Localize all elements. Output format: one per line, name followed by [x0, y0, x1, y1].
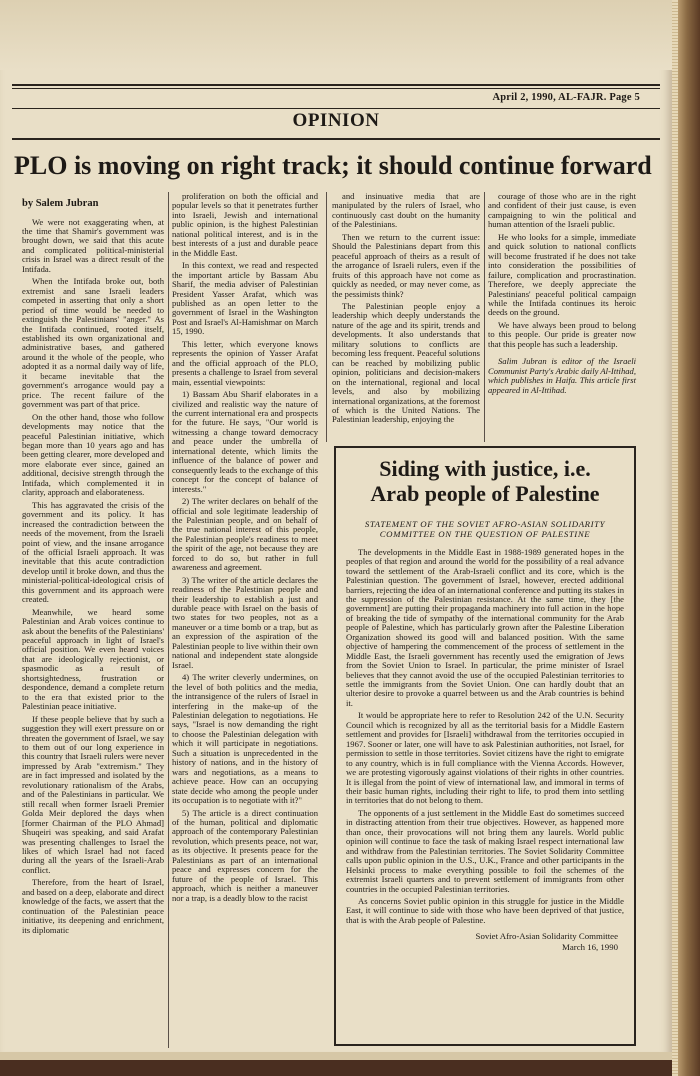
page-edges [672, 0, 678, 1076]
column-rule [168, 192, 169, 1048]
sidebar-title [346, 456, 624, 507]
sidebar-title-line-2: Arab people of Palestine [370, 481, 600, 507]
paragraph: When the Intifada broke out, both extremist and sane Israeli leaders competed in asserting that only a short period of time would be needed to extinguish the Palestinians' "anger." As the Intifada continued, rooted itself, established its own organizational and administrative bases, and gathered around it the whole of the people, who adopted it as a normal daily way of life, it became inevitable that the government's arrogance would pay a price. The recent failure of the government was part of that price. [22, 276, 164, 410]
paragraph: 4) The writer cleverly undermines, on the level of both politics and the media, the intransigence of the rulers of Israel in interfering in the make-up of the Palestinian delegation to negotiations. He says, "Israel is now demanding the right to choose the Palestinian delegation with which it will participate in negotiations. Such a situation is unprecedented in the history of nations, and in the history of wars and negotiations, as a means to achieve peace. How can an occupying state decide who among the people under its occupation is to negotiate with it?" [172, 672, 318, 806]
paragraph: This letter, which everyone knows represents the opinion of Yasser Arafat and the official approach of the PLO, presents a challenge to Israel from several main, essential viewpoints: [172, 338, 318, 387]
author-note-text: Salim Jubran is editor of the Israeli Communist Party's Arabic daily Al-Ittihad, which publishes in Haifa. This article first appeared in Al-Ittihad. [488, 356, 636, 395]
section-rule-bottom [12, 138, 660, 140]
paragraph: We were not exaggerating when, at the time that Shamir's government was brought down, we said that this acute and complicated political-ministerial crisis in Israel was a direct result of the Intifada. [22, 216, 164, 274]
section-rule-top [12, 108, 660, 109]
column-rule [484, 192, 485, 442]
article-column-2 [172, 192, 318, 906]
paragraph: and insinuative media that are manipulated by the rulers of Israel, who continuously cast doubt on the humanity of the Palestinians. [332, 191, 480, 230]
page-discoloration [0, 0, 672, 70]
paragraph: We have always been proud to belong to this people. Our pride is greater now that this people has such a leadership. [488, 319, 636, 349]
paragraph: In this context, we read and respected the important article by Bassam Abu Sharif, the media adviser of Palestinian President Yasser Arafat, which was published as an open letter to the government of Israel in the Washington Post and Israel's Al-Hamishmar on March 15, 1990. [172, 260, 318, 337]
page-bottom-edge [0, 1052, 672, 1060]
paragraph: Then we return to the current issue: Should the Palestinians depart from this peaceful approach of theirs as a result of the arrogance of Israeli rulers, even if the fruits of this approach have not come as quickly as needed, or may never come, as the pessimists think? [332, 231, 480, 299]
column-rule [326, 192, 327, 442]
top-rule [12, 84, 660, 86]
top-rule-thin [12, 88, 660, 89]
paragraph: He who looks for a simple, immediate and quick solution to national conflicts will become frustrated if he does not take into consideration the possibilities of failure, complication and procrastination. Therefore, we deeply appreciate the Palestinians' peaceful political campaign while the Intifada continues its heroic deeds on the ground. [488, 231, 636, 318]
signoff-organization: Soviet Afro-Asian Solidarity Committee [475, 931, 618, 942]
paragraph: The opponents of a just settlement in the Middle East do sometimes succeed in distracting attention from their true objectives. However, as happened more than once, their provocations will not bring them any laurels. World public opinion will continue to face the task of making Israel respect international law and withdraw from the Palestinian territories. The Soviet Solidarity Committee calls upon public opinion in the U.S., U.K., France and other participants in the Helsinki process to make everything possible to foil the schemes of the extremist Israeli quarters and to prevent settlement of immigrants from other countries in the occupied Palestinian territories. [346, 807, 624, 894]
book-binding [678, 0, 700, 1076]
paragraph: This has aggravated the crisis of the government and its policy. It has increased the contradiction between the needs of the movement, from the Israeli point of view, and the insane arrogance of the official Israeli approach. It was inevitable that this acute contradiction develop until it broke down, and thus the ministerial-political-ideological crisis of this government and its approach were created. [22, 499, 164, 605]
article-column-3 [332, 192, 480, 428]
paragraph: If these people believe that by such a suggestion they will exert pressure on or threaten the government of Israel, we say to them out of our long experience in this country that Israeli rulers were never impressed by Arab "extremism." They are in fact impressed and isolated by the revolutionary rationalism of the Arabs, and of the Palestinians in particular. We still recall when former Israeli Premier Golda Meir deplored the days when [former Chairman of the PLO Ahmad] Shuqeiri was speaking, and said Arafat was presenting challenges to Israel the likes of which Israel had not faced during all the years of the Israeli-Arab conflict. [22, 713, 164, 875]
paragraph: Therefore, from the heart of Israel, and based on a deep, elaborate and direct knowledge of the facts, we assert that the continuation of the Palestinian peace initiative, its deepening and enrichment, its diplomatic [22, 877, 164, 935]
sidebar-title-line-1: Siding with justice, i.e. [379, 456, 591, 481]
paragraph: As concerns Soviet public opinion in this struggle for justice in the Middle East, it will continue to side with those who have been deprived of that justice, that is with the Arab people of Palestine. [346, 896, 624, 925]
author-note [488, 357, 636, 395]
page-folio: April 2, 1990, AL-FAJR. Page 5 [492, 92, 640, 103]
sidebar-signoff [346, 931, 624, 953]
signoff-date: March 16, 1990 [562, 942, 618, 953]
paragraph: 2) The writer declares on behalf of the official and sole legitimate leadership of the Palestinian people, and on behalf of the true national interest of this people, the Palestinian people's readiness to meet the spirit of the age, not because they are forced to do so, but rather in full awareness and agreement. [172, 496, 318, 573]
paragraph: On the other hand, those who follow developments may notice that the peaceful Palestinian initiative, which began more than 10 years ago and has been getting clearer, more developed and more elaborate ever since, gained an additional, decisive strength through the Intifada, which complemented it in clarity, approach and elaborateness. [22, 411, 164, 498]
article-column-1 [22, 192, 164, 938]
paragraph: 5) The article is a direct continuation of the human, political and diplomatic approach of the contemporary Palestinian revolution, which presents peace, not war, as its objective. It presents peace for the Palestinians as part of an international peace and expresses concern for the future of the people of Israel. This approach, which is neither a maneuver nor a trap, is a deadly blow to the racist [172, 807, 318, 903]
byline: by Salem Jubran [22, 198, 99, 209]
paragraph: Meanwhile, we heard some Palestinian and Arab voices continue to ask about the benefits of the Palestinians' peaceful approach in light of Israel's official position. We even heard voices that are ideologically rejectionist, or spasmodic as a result of shortsightedness, frustration or despondence, demand a complete return to the era that existed prior to the Palestinian peace initiative. [22, 606, 164, 712]
paragraph: 1) Bassam Abu Sharif elaborates in a civilized and realistic way the nature of the current international era and prospects for the future. He says, "Our world is witnessing a change toward democracy and peace under the umbrella of international detente, which limits the influence of the balance of power and consequently leads to the exchange of this concept for the concept of balance of interests." [172, 389, 318, 494]
paragraph: The developments in the Middle East in 1988-1989 generated hopes in the peoples of that region and around the world for the possibility of a real advance toward the settlement of the Arab-Israeli conflict and its core, which is the Palestinian question. The government of Israel, however, erected additional barriers, rejecting the idea of an international conference and putting its stakes in the suppression of the Palestinian resistance. At the same time, they [the government] are putting their propaganda machinery into full action in the hope of breaking the tide of sympathy of the international community for the Arab people of Palestine, which has particularly grown after the Palestine Liberation Organization showed its good will and balanced position. With the same objective of hampering the commencement of the process of settlement in the Middle East, the Israeli government has recently used the emigration of Jews from the Soviet Union to Israel. In particular, the prime minister of Israel believes that they cannot avoid the use of the occupied Palestinian territories to settle the immigrants from the Soviet Union. One can hardly doubt that an ulterior desire to provoke a quarrel between us and the Arab countries is behind it. [346, 546, 624, 708]
paragraph: proliferation on both the official and popular levels so that it penetrates further into Israeli, Jewish and international public opinion, is the highest Palestinian national political interest, and is in the best interests of a just and durable peace in the Middle East. [172, 191, 318, 258]
paragraph: courage of those who are in the right and confident of their just cause, is even campaigning to win the political and human attention of the Israeli public. [488, 191, 636, 230]
section-title: OPINION [292, 110, 380, 131]
paragraph: 3) The writer of the article declares the readiness of the Palestinian people and their leadership to establish a just and durable peace with Israel on the basis of two states for two peoples, not as a maneuver or a time bomb or a trap, but as an expression of the aspiration of the Palestinian people to live within their own national and independent state alongside Israel. [172, 574, 318, 670]
article-headline: PLO is moving on right track; it should continue forward [14, 151, 652, 180]
sidebar-body [346, 548, 624, 926]
paragraph: The Palestinian people enjoy a leadership which deeply understands the nature of the age and its spirit, trends and developments. It also understands that military solutions to conflicts are becoming less frequent. Peaceful solutions can be reached by mobilizing public opinion, politicians and decision-makers on the international, regional and local levels, and also by mobilizing international organizations, at the foremost of which is the United Nations. The Palestinian leadership, enjoying the [332, 300, 480, 425]
article-column-4 [488, 192, 636, 398]
sidebar-subtitle: STATEMENT OF THE SOVIET AFRO-ASIAN SOLIDARITY COMMITTEE ON THE QUESTION OF PALESTINE [364, 518, 606, 540]
sidebar-statement-box [334, 446, 636, 1046]
paragraph: It would be appropriate here to refer to Resolution 242 of the U.N. Security Council which is recognized by all as the territorial basis for a Middle Eastern settlement and provides for [Israeli] withdrawal from the territories occupied in 1967. Sooner or later, one will have to ask Palestinian authorities, not Israel, for permission to settle in those territories. Soviet citizens have the right to emigrate to any country, which is in full compliance with the Vienna Accords. However, we are protesting vigorously against violations of their rights in other countries. It is illegal from the point of view of international law, and immoral in terms of their basic human rights, including their right to life, to prod them into settling in territories that do not belong to them. [346, 710, 624, 806]
